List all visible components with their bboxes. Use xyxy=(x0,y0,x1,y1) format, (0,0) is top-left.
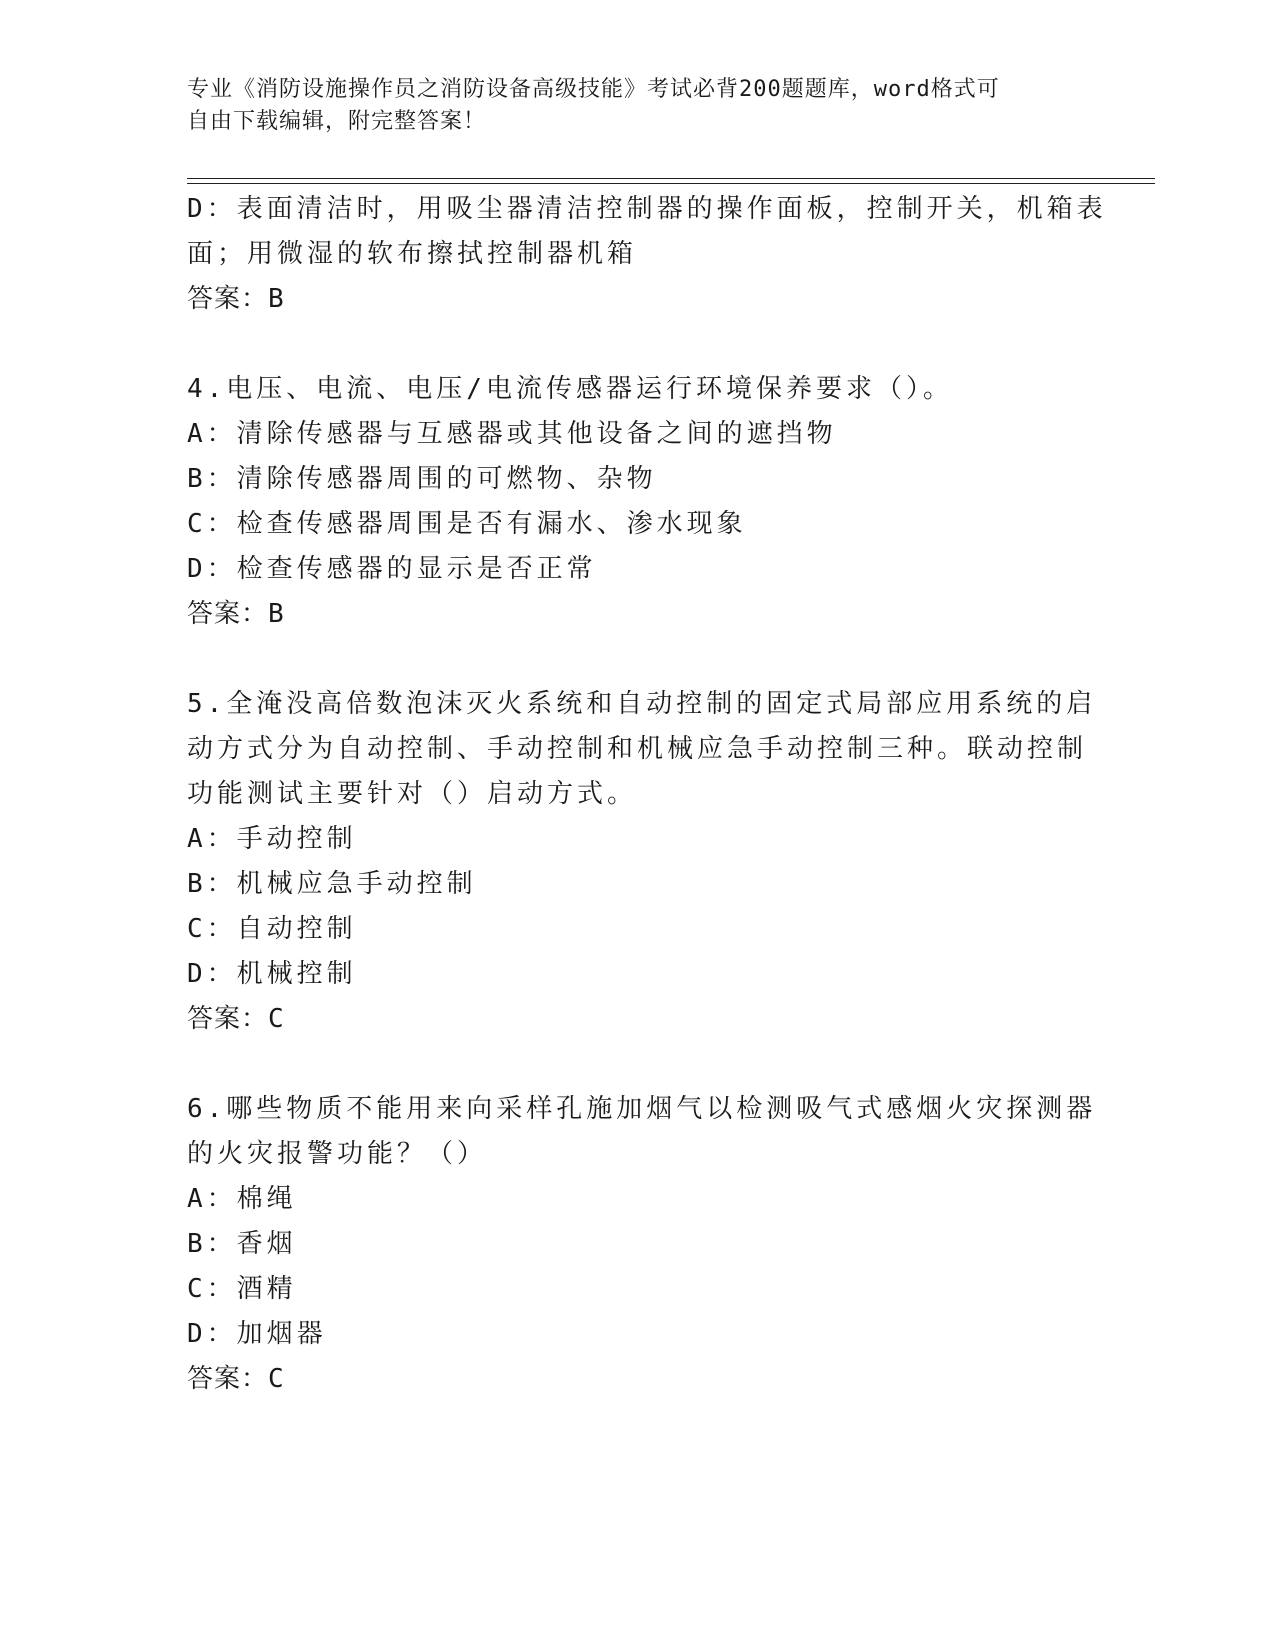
question-stem: 6.哪些物质不能用来向采样孔施加烟气以检测吸气式感烟火灾探测器 xyxy=(187,1094,1097,1124)
option-b: B：清除传感器周围的可燃物、杂物 xyxy=(187,464,657,494)
question-5 xyxy=(187,682,1097,1042)
header-title-line-1: 专业《消防设施操作员之消防设备高级技能》考试必背200题题库，word格式可 xyxy=(187,77,1000,102)
option-d: D：检查传感器的显示是否正常 xyxy=(187,554,597,584)
option-d: D：机械控制 xyxy=(187,959,357,989)
question-content xyxy=(187,187,1107,1402)
option-d: D：加烟器 xyxy=(187,1319,327,1349)
header-divider-bottom xyxy=(187,183,1155,184)
document-header xyxy=(187,74,1067,138)
question-stem: 动方式分为自动控制、手动控制和机械应急手动控制三种。联动控制 xyxy=(187,734,1088,764)
spacer xyxy=(187,637,1087,682)
question-6 xyxy=(187,1087,1097,1402)
option-c: C：自动控制 xyxy=(187,914,357,944)
answer-label: 答案：B xyxy=(187,599,285,629)
spacer xyxy=(187,322,1087,367)
option-a: A：手动控制 xyxy=(187,824,357,854)
option-b: B：机械应急手动控制 xyxy=(187,869,477,899)
option-c: C：检查传感器周围是否有漏水、渗水现象 xyxy=(187,509,747,539)
carryover-question xyxy=(187,187,1107,322)
option-c: C：酒精 xyxy=(187,1274,297,1304)
question-stem: 的火灾报警功能？（） xyxy=(187,1139,488,1169)
header-divider-top xyxy=(187,178,1155,179)
option-b: B：香烟 xyxy=(187,1229,297,1259)
question-stem: 功能测试主要针对（）启动方式。 xyxy=(187,779,638,809)
spacer xyxy=(187,1042,1087,1087)
answer-label: 答案：C xyxy=(187,1004,285,1034)
question-stem: 4.电压、电流、电压/电流传感器运行环境保养要求（）。 xyxy=(187,374,953,404)
option-d-line-1: D：表面清洁时，用吸尘器清洁控制器的操作面板，控制开关，机箱表 xyxy=(187,194,1107,224)
answer-label: 答案：B xyxy=(187,284,285,314)
answer-label: 答案：C xyxy=(187,1364,285,1394)
question-4 xyxy=(187,367,1087,637)
option-a: A：棉绳 xyxy=(187,1184,297,1214)
question-stem: 5.全淹没高倍数泡沫灭火系统和自动控制的固定式局部应用系统的启 xyxy=(187,689,1097,719)
header-title-line-2: 自由下载编辑，附完整答案！ xyxy=(187,109,487,134)
option-a: A：清除传感器与互感器或其他设备之间的遮挡物 xyxy=(187,419,837,449)
option-d-line-2: 面；用微湿的软布擦拭控制器机箱 xyxy=(187,239,638,269)
